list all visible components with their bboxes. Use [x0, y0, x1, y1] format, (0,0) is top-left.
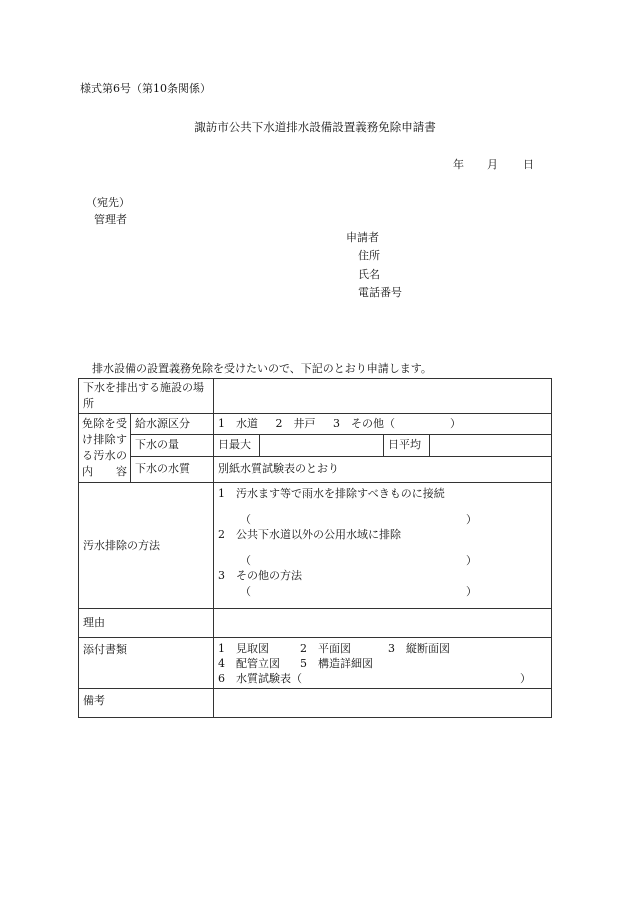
attachment-item-longitudinal-section[interactable]: 3 縦断面図	[388, 642, 450, 655]
sewage-quality-value: 別紙水質試験表のとおり	[214, 456, 552, 482]
reason-label: 理由	[79, 609, 214, 638]
discharge-method-option-1-detail[interactable]: （ ）	[240, 512, 477, 526]
table-row	[79, 414, 552, 435]
discharge-method-option-1[interactable]: 1 汚水ます等で雨水を排除すべきものに接続	[218, 487, 445, 500]
remarks-value[interactable]	[214, 689, 552, 718]
attachments-list: 1 見取図 2 平面図 3 縦断面図 4 配管立図 5 構造詳細図 6 水質試験表（ ）	[214, 638, 552, 689]
applicant-label: 申請者	[346, 231, 379, 244]
water-source-options	[214, 414, 552, 435]
table-row	[79, 456, 552, 482]
table-row	[79, 609, 552, 638]
discharge-method-option-3-detail[interactable]: （ ）	[240, 584, 477, 598]
form-number: 様式第6号（第10条関係）	[80, 82, 211, 95]
daily-avg-label: 日平均	[384, 435, 430, 456]
table-row	[79, 689, 552, 718]
discharge-method-option-3[interactable]: 3 その他の方法	[218, 569, 302, 582]
attachment-item-floor-plan[interactable]: 2 平面図	[300, 642, 351, 655]
applicant-phone-label: 電話番号	[358, 286, 402, 299]
attachments-label: 添付書類	[79, 638, 214, 689]
water-source-option-well[interactable]: 2 井戸	[275, 417, 316, 431]
attachment-item-water-quality-test[interactable]: 6 水質試験表（	[218, 672, 302, 685]
remarks-label: 備考	[79, 689, 214, 718]
table-row	[79, 483, 552, 609]
sewage-quality-label: 下水の水質	[131, 456, 214, 482]
water-source-option-other[interactable]: 3 その他（ ）	[333, 417, 461, 431]
daily-max-value[interactable]	[260, 435, 384, 456]
table-row	[79, 638, 552, 689]
applicant-name-label: 氏名	[358, 268, 380, 281]
water-source-label: 給水源区分	[131, 414, 214, 435]
addressee-label: （宛先）	[86, 196, 130, 209]
discharge-method-option-2-detail[interactable]: （ ）	[240, 553, 477, 567]
attachment-item-piping-elevation[interactable]: 4 配管立図	[218, 657, 280, 670]
table-row	[79, 379, 552, 414]
sewage-volume-label: 下水の量	[131, 435, 214, 456]
attachment-item-structure-detail[interactable]: 5 構造詳細図	[300, 657, 373, 670]
date-year: 年	[453, 158, 464, 171]
date-month: 月	[487, 158, 498, 171]
water-source-option-tap[interactable]: 1 水道	[218, 417, 258, 431]
exemption-content-label: 免除を受け排除する汚水の内容	[79, 414, 131, 483]
date-day: 日	[523, 158, 534, 171]
daily-max-label: 日最大	[214, 435, 260, 456]
facility-location-label: 下水を排出する施設の場所	[79, 379, 214, 414]
applicant-address-label: 住所	[358, 249, 380, 262]
table-row	[79, 435, 552, 456]
attachment-item-site-map[interactable]: 1 見取図	[218, 642, 269, 655]
facility-location-value[interactable]	[214, 379, 552, 414]
daily-avg-value[interactable]	[430, 435, 552, 456]
discharge-method-option-2[interactable]: 2 公共下水道以外の公用水域に排除	[218, 528, 401, 541]
addressee-name: 管理者	[94, 213, 127, 226]
discharge-method-label: 汚水排除の方法	[79, 483, 214, 609]
application-table	[78, 378, 552, 718]
document-title: 諏訪市公共下水道排水設備設置義務免除申請書	[194, 120, 436, 134]
discharge-method-options	[214, 483, 552, 609]
intro-text: 排水設備の設置義務免除を受けたいので、下記のとおり申請します。	[92, 362, 432, 375]
reason-value[interactable]	[214, 609, 552, 638]
